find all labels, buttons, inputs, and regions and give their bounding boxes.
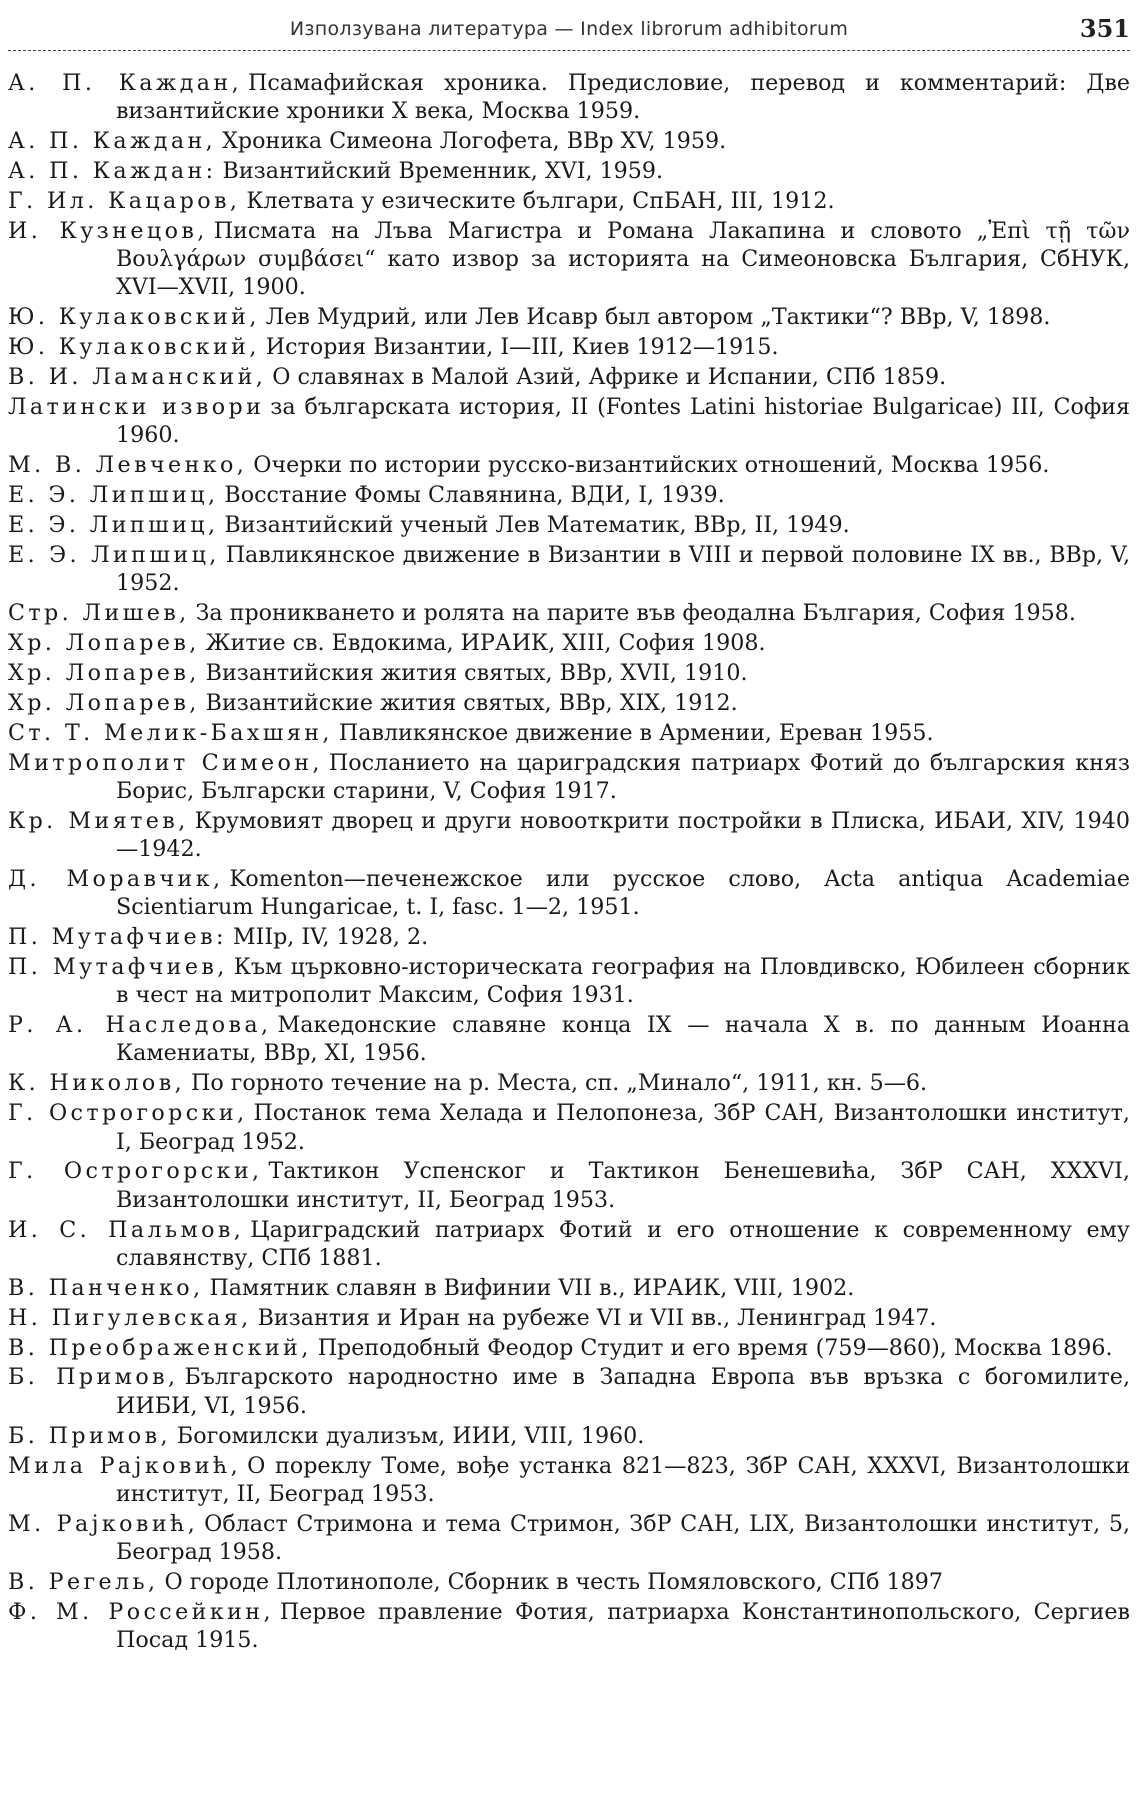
entry-text: По горното течение на р. Места, сп. „Минало“, 1911, кн. 5—6.: [191, 1070, 928, 1097]
bibliography-entry: [8, 1069, 1130, 1097]
entry-author: Кр. Миятев,: [8, 807, 189, 834]
entry-text: за българската история, II (Fontes Latini historiae Bulgaricae) III, София 1960.: [116, 394, 1130, 449]
bibliography-entry: [8, 1363, 1130, 1420]
entry-author: Ю. Кулаковский,: [8, 304, 260, 331]
entry-text: Хроника Симеона Логофета, ВВр XV, 1959.: [222, 128, 727, 155]
bibliography-entry: [8, 1334, 1130, 1362]
bibliography-entry: [8, 749, 1130, 806]
entry-text: Византия и Иран на рубеже VI и VII вв., Ленинград 1947.: [257, 1304, 937, 1331]
bibliography-entry: [8, 865, 1130, 922]
entry-author: Е. Э. Липшиц,: [8, 541, 220, 568]
entry-author: А. П. Каждан,: [8, 128, 217, 155]
entry-author: Ст. Т. Мелик-Бахшян,: [8, 719, 333, 746]
entry-text: Очерки по истории русско-византийских отношений, Москва 1956.: [253, 452, 1050, 479]
entry-text: Тактикон Успенског и Тактикон Бенешевића, ЗбР САН, XXXVI, Византолошки институт, II, Београд 1953.: [116, 1158, 1130, 1213]
bibliography-entry: [8, 333, 1130, 361]
entry-author: К. Николов,: [8, 1070, 186, 1097]
entry-text: Византийский Временник, XVI, 1959.: [222, 158, 664, 185]
bibliography-entry: [8, 599, 1130, 627]
entry-author: В. Преображенский,: [8, 1334, 312, 1361]
entry-text: Псамафийская хроника. Предисловие, перевод и комментарий: Две византийские хроники X века, Москва 1959.: [116, 70, 1131, 125]
bibliography-entry: [8, 187, 1130, 215]
entry-text: Павликянское движение в Византии в VIII и первой половине IX вв., ВВр, V, 1952.: [116, 541, 1130, 597]
entry-author: Г. Острогорски,: [8, 1158, 263, 1185]
bibliography-list: [8, 69, 1130, 1654]
running-head-title: Използувана литература — Index librorum adhibitorum: [289, 18, 849, 40]
bibliography-entry: [8, 511, 1130, 539]
entry-author: Хр. Лопарев,: [8, 689, 200, 716]
entry-text: Преподобный Феодор Студит и его время (759—860), Москва 1896.: [317, 1334, 1113, 1361]
entry-author: Хр. Лопарев,: [8, 659, 200, 686]
bibliography-entry: [8, 689, 1130, 717]
entry-author: В. Панченко,: [8, 1274, 204, 1301]
entry-text: О пореклу Томе, вође устанка 821—823, ЗбР САН, XXXVI, Византолошки институт, II, Београд 1953.: [116, 1452, 1130, 1507]
bibliography-entry: [8, 1274, 1130, 1302]
entry-text: Към църковно-историческата география на Пловдивско, Юбилеен сборник в чест на митрополит Максим, София 1931.: [116, 953, 1130, 1009]
entry-author: Д. Моравчик,: [8, 865, 224, 892]
entry-author: Е. Э. Липшиц,: [8, 482, 219, 509]
entry-author: Мила Рајковић,: [8, 1452, 242, 1479]
bibliography-entry: [8, 719, 1130, 747]
bibliography-entry: [8, 1157, 1130, 1214]
entry-text: Македонские славяне конца IX — начала X в. по данным Иоанна Камениаты, ВВр, XI, 1956.: [116, 1012, 1130, 1067]
bibliography-entry: [8, 69, 1130, 126]
entry-author: Б. Примов,: [8, 1364, 179, 1391]
entry-author: Б. Примов,: [8, 1422, 171, 1449]
entry-author: М. Рајковић,: [8, 1510, 199, 1537]
entry-text: Павликянское движение в Армении, Ереван 1955.: [338, 719, 934, 746]
entry-author: Г. Ил. Кацаров,: [8, 187, 241, 214]
bibliography-entry: [8, 303, 1130, 331]
entry-text: О городе Плотинополе, Сборник в честь Помяловского, СПб 1897: [164, 1568, 943, 1595]
bibliography-entry: [8, 481, 1130, 509]
bibliography-entry: [8, 451, 1130, 479]
bibliography-entry: [8, 363, 1130, 391]
entry-text: О славянах в Малой Азий, Африке и Испании, СПб 1859.: [272, 364, 947, 391]
entry-text: Богомилски дуализъм, ИИИ, VIII, 1960.: [176, 1422, 645, 1449]
entry-text: Восстание Фомы Славянина, ВДИ, I, 1939.: [224, 482, 725, 509]
entry-author: Н. Пигулевская,: [8, 1304, 252, 1331]
entry-text: Писмата на Лъва Магистра и Романа Лакапина и словото „Ἐπὶ τῇ τῶν Βουλγάρων συμβάσει“ като извор за историята на Симеоновска България, СбНУК, XVI—XVII, 1900.: [116, 217, 1131, 301]
entry-text: Памятник славян в Вифинии VII в., ИРАИК, VIII, 1902.: [209, 1274, 855, 1301]
entry-text: Област Стримона и тема Стримон, ЗбР САН, LIX, Византолошки институт, 5, Београд 1958.: [116, 1510, 1130, 1566]
entry-author: П. Мутафчиев:: [8, 924, 227, 951]
bibliography-entry: [8, 1598, 1130, 1655]
entry-text: Посланието на цариградския патриарх Фотий до българския княз Борис, Български старини, V, София 1917.: [116, 749, 1130, 804]
entry-author: Е. Э. Липшиц,: [8, 511, 219, 538]
entry-text: Первое правление Фотия, патриарха Константинопольского, Сергиев Посад 1915.: [116, 1598, 1130, 1654]
entry-author: А. П. Каждан,: [8, 70, 243, 96]
entry-text: MIIр, IV, 1928, 2.: [232, 924, 429, 951]
entry-text: Византийския жития святых, ВВр, XVII, 1910.: [205, 659, 748, 686]
bibliography-entry: [8, 1216, 1130, 1273]
entry-author: П. Мутафчиев,: [8, 953, 228, 980]
bibliography-entry: [8, 629, 1130, 657]
bibliography-entry: [8, 1510, 1130, 1567]
entry-text: Цариградский патриарх Фотий и его отношение к современному ему славянству, СПб 1881.: [116, 1216, 1130, 1271]
bibliography-entry: [8, 1011, 1130, 1068]
bibliography-entry: [8, 1452, 1130, 1509]
entry-text: Българското народностно име в Западна Европа във връзка с богомилите, ИИБИ, VI, 1956.: [116, 1364, 1130, 1419]
bibliography-entry: [8, 541, 1130, 598]
entry-author: Г. Острогорски,: [8, 1100, 248, 1127]
entry-author: Митрополит Симеон,: [8, 749, 323, 776]
entry-text: За проникването и ролята на парите във феодална България, София 1958.: [195, 600, 1076, 627]
entry-author: Латински извори: [8, 394, 265, 421]
entry-text: Житие св. Евдокима, ИРАИК, XIII, София 1908.: [205, 629, 766, 656]
entry-text: Лев Мудрий, или Лев Исавр был автором „Тактики“? ВВр, V, 1898.: [265, 304, 1051, 331]
entry-text: Постанок тема Хелада и Пелопонеза, ЗбР САН, Византолошки институт, I, Београд 1952.: [116, 1100, 1130, 1155]
entry-author: М. В. Левченко,: [8, 452, 248, 479]
bibliography-entry: [8, 1568, 1130, 1596]
entry-text: История Византии, I—III, Киев 1912—1915.: [265, 334, 779, 361]
entry-text: Komenton—печенежское или русское слово, Acta antiqua Academiae Scientiarum Hungaricae, t. I, fasc. 1—2, 1951.: [116, 865, 1130, 921]
entry-author: И. Кузнецов,: [8, 217, 208, 244]
bibliography-entry: [8, 1304, 1130, 1332]
entry-author: А. П. Каждан:: [8, 158, 217, 185]
entry-author: Ю. Кулаковский,: [8, 334, 260, 361]
running-head: [8, 12, 1130, 51]
bibliography-entry: [8, 393, 1130, 450]
entry-author: Стр. Лишев,: [8, 600, 190, 627]
page-number: 351: [1079, 14, 1130, 43]
entry-author: Ф. М. Россейкин,: [8, 1598, 274, 1625]
bibliography-entry: [8, 953, 1130, 1010]
bibliography-entry: [8, 1099, 1130, 1156]
bibliography-entry: [8, 157, 1130, 185]
bibliography-entry: [8, 127, 1130, 155]
bibliography-entry: [8, 923, 1130, 951]
entry-text: Крумовият дворец и други новооткрити постройки в Плиска, ИБАИ, XIV, 1940—1942.: [116, 807, 1130, 862]
entry-text: Византийские жития святых, ВВр, XIX, 1912.: [205, 689, 738, 716]
entry-text: Клетвата у езическите българи, СпБАН, III, 1912.: [246, 187, 835, 214]
entry-author: В. Регель,: [8, 1568, 159, 1595]
entry-author: В. И. Ламанский,: [8, 364, 267, 391]
bibliography-entry: [8, 659, 1130, 687]
entry-text: Византийский ученый Лев Математик, ВВр, II, 1949.: [224, 511, 850, 538]
bibliography-entry: [8, 217, 1130, 302]
bibliography-entry: [8, 1422, 1130, 1450]
entry-author: И. С. Пальмов,: [8, 1216, 245, 1243]
bibliography-entry: [8, 807, 1130, 864]
entry-author: Хр. Лопарев,: [8, 629, 200, 656]
entry-author: Р. А. Наследова,: [8, 1012, 272, 1039]
